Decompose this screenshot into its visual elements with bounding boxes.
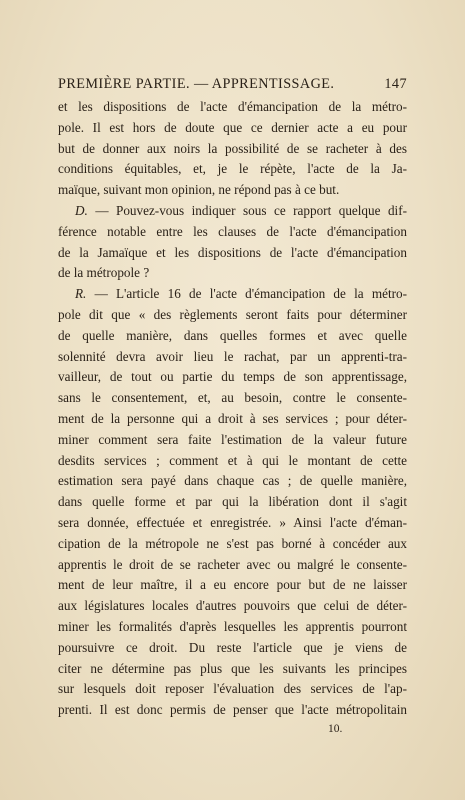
text-line bbox=[58, 451, 407, 472]
line-text: et les dispositions de l'acte d'émancipation de la métro- bbox=[58, 99, 407, 114]
text-line bbox=[58, 159, 407, 180]
line-text: pole dit que « des règlements seront faits pour déterminer bbox=[58, 306, 407, 322]
text-line bbox=[58, 139, 407, 160]
text-line bbox=[58, 118, 407, 139]
line-text: de quelle manière, dans quelles formes et avec quelle bbox=[58, 327, 407, 343]
text-line bbox=[58, 513, 407, 534]
text-line bbox=[58, 243, 407, 264]
line-text: estimation sera payé dans chaque cas ; de quelle manière, bbox=[58, 473, 407, 489]
text-line bbox=[58, 575, 407, 596]
text-line bbox=[58, 347, 407, 368]
line-text: de la métropole ? bbox=[58, 265, 150, 281]
text-line bbox=[58, 97, 407, 118]
line-text: de la Jamaïque et les dispositions de l'acte d'émancipation bbox=[58, 244, 407, 260]
line-text: but de donner aux noirs la possibilité de se racheter à des bbox=[58, 140, 407, 156]
line-text: apprentis le droit de se racheter avec ou malgré le consente- bbox=[58, 556, 407, 572]
line-text: conditions équitables, et, je le répète, l'acte de la Ja- bbox=[58, 161, 407, 177]
text-line bbox=[58, 555, 407, 576]
line-text: ment de leur maître, il a eu encore pour but de ne laisser bbox=[58, 577, 407, 593]
line-text: sans le consentement, et, au besoin, contre le consente- bbox=[58, 390, 407, 406]
text-line bbox=[58, 638, 407, 659]
text-line bbox=[58, 700, 407, 721]
text-line bbox=[58, 180, 407, 201]
line-text: sera donnée, effectuée et enregistrée. » Ainsi l'acte d'éman- bbox=[58, 514, 407, 530]
page-number: 147 bbox=[384, 76, 407, 92]
running-title: PREMIÈRE PARTIE. — APPRENTISSAGE. bbox=[58, 76, 335, 92]
line-text: miner comment sera faite l'estimation de la valeur future bbox=[58, 431, 407, 447]
text-line bbox=[58, 679, 407, 700]
line-text: solennité devra avoir lieu le rachat, par un apprenti-tra- bbox=[58, 348, 407, 364]
line-text: dans quelle forme et par qui la libération dont il s'agit bbox=[58, 494, 407, 510]
text-line bbox=[58, 201, 407, 222]
text-line bbox=[58, 596, 407, 617]
line-text: cipation de la métropole ne s'est pas borné à concéder aux bbox=[58, 535, 407, 551]
speaker-label: R. bbox=[75, 286, 87, 302]
text-line bbox=[58, 284, 407, 305]
speaker-label: D. bbox=[75, 202, 88, 218]
line-text: vailleur, de tout ou partie du temps de son apprentissage, bbox=[58, 369, 407, 385]
text-line bbox=[58, 659, 407, 680]
line-text: poursuivre ce droit. Du reste l'article que je viens de bbox=[58, 639, 407, 655]
text-line bbox=[58, 430, 407, 451]
line-text: desdits services ; comment et à qui le montant de cette bbox=[58, 452, 407, 468]
text-line bbox=[58, 326, 407, 347]
line-text: maïque, suivant mon opinion, ne répond pas à ce but. bbox=[58, 182, 340, 198]
line-text: férence notable entre les clauses de l'acte d'émancipation bbox=[58, 223, 407, 239]
text-line bbox=[58, 617, 407, 638]
text-line bbox=[58, 305, 407, 326]
text-line bbox=[58, 534, 407, 555]
text-line bbox=[58, 388, 407, 409]
line-text: aux législatures locales d'autres pouvoirs que celui de déter- bbox=[58, 598, 407, 614]
text-line bbox=[58, 222, 407, 243]
line-text: prenti. Il est donc permis de penser que l'acte métropolitain bbox=[58, 702, 407, 718]
text-line bbox=[58, 471, 407, 492]
signature-mark: 10. bbox=[328, 723, 343, 735]
running-header bbox=[58, 76, 407, 96]
line-text: sur lesquels doit reposer l'évaluation des services de l'ap- bbox=[58, 681, 407, 697]
text-line bbox=[58, 367, 407, 388]
line-text: citer ne détermine pas plus que les suivants les principes bbox=[58, 660, 407, 676]
line-text: — Pouvez-vous indiquer sous ce rapport quelque dif- bbox=[87, 202, 407, 218]
text-line bbox=[58, 263, 407, 284]
line-text: miner les formalités d'après lesquelles les apprentis pourront bbox=[58, 618, 407, 634]
line-text: — L'article 16 de l'acte d'émancipation de la métro- bbox=[86, 286, 407, 302]
text-line bbox=[58, 492, 407, 513]
line-text: ment de la personne qui a droit à ses services ; pour déter- bbox=[58, 410, 407, 426]
body-text bbox=[58, 97, 407, 721]
text-line bbox=[58, 409, 407, 430]
line-text: pole. Il est hors de doute que ce dernier acte a eu pour bbox=[58, 119, 407, 135]
